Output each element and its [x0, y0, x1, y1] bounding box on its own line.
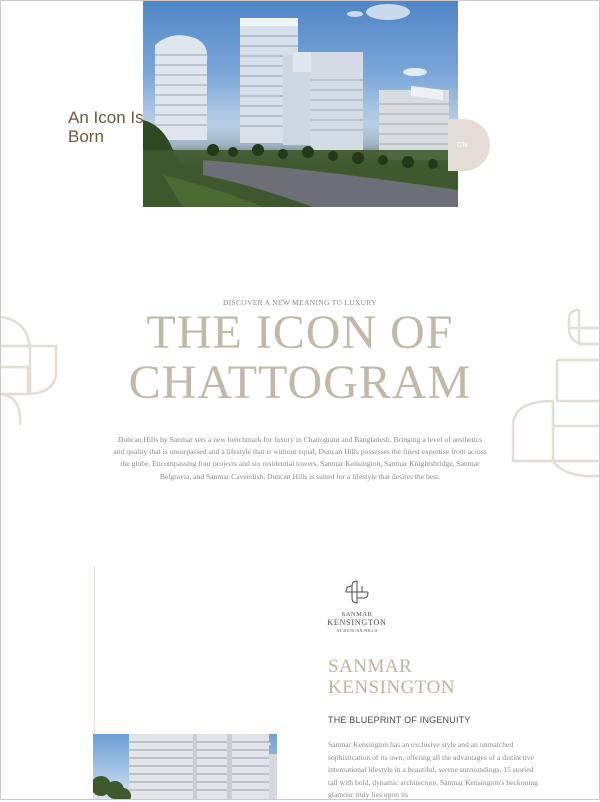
hero-image [143, 0, 458, 207]
intro-title-line1: THE ICON OF [146, 306, 454, 359]
kensington-title [328, 656, 528, 698]
hero-circle-button[interactable] [448, 119, 490, 171]
logo-line3: AT DUNCAN HILLS [336, 628, 378, 633]
logo-line1: SANMAR [341, 611, 373, 618]
intro-title [0, 308, 600, 408]
kensington-description: Sanmar Kensington has an exclusive style and an unmatched sophistication of its own, offering all the advantages of a distinctive international lifestyle in a beautiful, serene surroundings. 15 storied tall with bold, dynamic architecture, Sanmar Kensington's beckoning glamour truly lies upon its [328, 740, 538, 799]
kensington-subtitle: THE BLUEPRINT OF INGENUITY [328, 715, 471, 725]
kensington-title-line2: KENSINGTON [328, 677, 456, 698]
intro-eyebrow: DISCOVER A NEW MEANING TO LUXURY [223, 298, 377, 307]
kensington-title-line1: SANMAR [328, 656, 413, 677]
hero-tagline: An Icon Is Born [68, 108, 144, 146]
kensington-logo [322, 580, 392, 633]
intro-description: Duncan Hills by Sanmar sets a new benchmark for luxury in Chattogram and Bangladesh. Bringing a level of aesthetics and quality that is unsurpassed and a lifestyle that is without equal, Duncan Hills possesses the finest expertise from across the globe. Encompassing four projects and six residential towers, Sanmar Kensington, Sanmar Knightsbridge, Sanmar Belgravia, and Sanmar Cavendish, Duncan Hills is suited for a lifestyle that desires the best. [113, 435, 487, 481]
logo-line2: KENSINGTON [327, 618, 387, 627]
kensington-emblem-icon [344, 580, 370, 604]
kensington-image [93, 734, 277, 800]
hero-circle-label: ON [457, 141, 468, 149]
intro-title-line2: CHATTOGRAM [128, 356, 472, 409]
